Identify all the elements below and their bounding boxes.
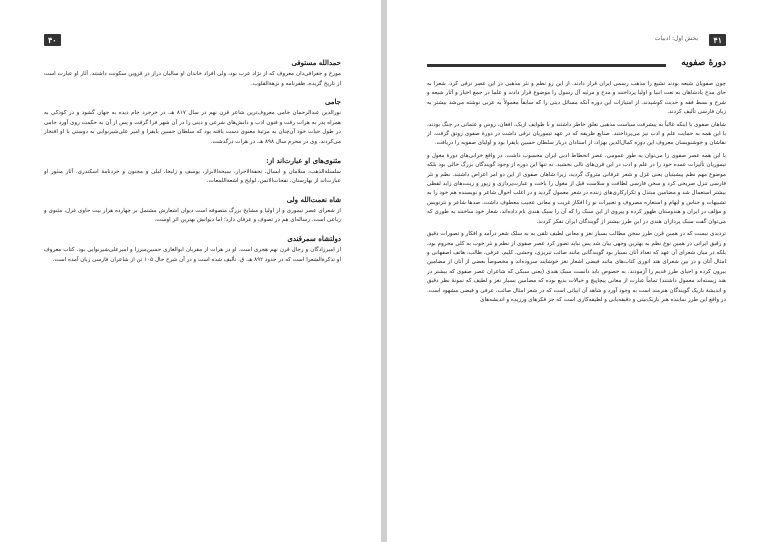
chapter-title-row	[427, 58, 726, 72]
right-page	[387, 0, 768, 542]
body-paragraph: چون صفویان شیعه بودند تشیع را مذهب رسمی ایران قرار دادند. از این رو نظم و نثر مذهبی در این عصر ترقی کرد. شعرا به جای مدح پادشاهان به نعت انبیا و اولیا پرداختند و مدح و مرثیه آل رسول را موضوع قرار دادند و علما در جمع اخبار و آثار شیعه و شرح و بسط فقه و حدیث کوشیدند. از امتیازات این دوره آنکه مسائل دینی را که سابقاً معمولاً به عربی نوشته می‌شد بیشتر به زبان فارسی تألیف کردند.	[427, 81, 726, 116]
section-heading: حمدالله مستوفی	[291, 58, 341, 67]
section-paragraph: نورالدین عبدالرحمان جامی معروف‌ترین شاعر قرن نهم در سال ۸۱۷ هـ. در خرجرد جام دیده به جهان گشود و در کودکی به همراه پدر به هرات رفت و فنون ادب و دانش‌های شرعی و دینی را در آن شهر فرا گرفت و پس از آن به حکمت روی آورد جامی در طول حیات خود آن‌چنان به مرتبهٔ معنوی دست یافته بود که سلطان حسین بایقرا و امیر علی‌شیرنوایی به دوستی با او افتخار می‌کردند. وی در محرم سال ۸۹۸ هـ. در هرات درگذشت.	[44, 110, 341, 145]
section-paragraph: مورخ و جغرافی‌دان معروف که از نژاد عرب بود، ولی افراد خاندان او سالیان دراز در قزوین سکونت داشتند. آثار او عبارت است از تاریخ گزیده، ظفرنامه و نزهةالقلوب.	[44, 71, 341, 87]
right-page-body	[427, 80, 726, 305]
left-page-header	[44, 34, 341, 50]
body-paragraph: با این همه عصر صفوی را می‌توان به طور عمومی، عصر انحطاط ادبی ایران محسوب داشت. در واقع خرابی‌های دورهٔ مغول و تیموریان تأثیرات عمده خود را در علم و ادب در این قرن‌های تالی بخشید. نه تنها این دوره از وجود گویندگان بزرگ خالی بود بلکه موضوع مهم نظم پیشینیان یعنی غزل و شعر عرفانی متروک گردید، زیرا شاهان صفوی از این دو امر اعراض داشتند. نظم و نثر فارسی تنزل صریحی کرد و سخن فارسی لطافت و سلاست قبل از مغول را باخت و عبارت‌پردازی و زیور و زینت‌های زاید لفظی بیشتر استعمال شد و مضامین مبتذل و تکرارکاری‌های زننده در شعر معمول گردید و در اغلب احوال شاعر و نویسنده هم خود را به تشبیهات و جناس و ایهام و استعاره مصروف و تعبیرات نو را افکار غریب و معانی عجیب معطوف داشت. صدها شاعر و نثرنویس و مؤلف در ایران و هندوستان ظهور کرده و پیروی از این سبک را که آن را سبک هندی نام داده‌اند، شعار خود ساختند به طوری که می‌توان گفت سبک پردازان هندی در این طرز بیشتر از گویندگان ایران تفکر کردند.	[427, 152, 726, 225]
chapter-rule	[427, 64, 666, 67]
section-paragraph: از امیرزادگان و رجال قرن نهم هجری است. او در هرات از مقربان ابوالغازی حسین‌میرزا و امیرعلی‌شیرنوایی بود. کتاب معروف او تذکرةالشعرا است که در حدود ۸۹۲ هـ. ق. تألیف شده است و در آن شرح حال ۱۰۵ تن از شاعران فارسی زبان آمده است.	[44, 246, 341, 263]
left-page	[0, 0, 381, 542]
left-page-body	[44, 58, 341, 265]
body-paragraph: تردیدی نیست که در همین قرن طرز سخن مطالب بسیار نغز و معانی لطیف تلقی به به سلک شعر درآمد و افکار و تصورات دقیق و رقیق ایرانی در همین نوع نظم به بهترین وجهی بیان شد پس نباید تصور کرد عصر صفوی از نظم و نثر خوب به کلی محروم بود، بلکه در میان شعرای آن عهد که تعداد آنان بسیار بود گویندگانی مانند صائب تبریزی، وحشی، کلیم، عرفی، طالب، هاتف اصفهانی و امثال آنان و در بین شعرای هند انوری کتاب‌های مانند فیضی اشعار نغز خوشایند سروده‌اند و مخصوصاً بعضی از آنان از مضامین بیرون کرده و احیای طرز قدیم را آزمودند. به خصوص باید دانست سبک هندی (یعنی سبکی که شاعران عصر صفوی که بیشتر در هند زیسته‌اند معمول داشتند) تماماً عبارت از معانی پیچاپیچ و خیالات بدیع بوده که مضامین بسیار نغز و لطیف که نمونهٔ نظر دقیق و اندیشهٔ باریک گویندگان هنرمند است به وجود آورد و شاهد آن ابیاتی است که در شعر امثال صائب، عرفی و فیضی مشهود است. در واقع این طرز نماینده هنر باریک‌بینی و دقیقه‌یابی و لطیفه‌کاری است که جز فکرهای ورزیده و اندیشه‌های	[427, 231, 726, 303]
section-heading: جامی	[324, 97, 341, 107]
right-page-header	[427, 34, 726, 50]
section-paragraph: سلسلةالذهب، سلامان و ابسال، تحفةالاحرار، سبحةالابرار، یوسف و زلیخا، لیلی و مجنون و خردنامهٔ اسکندری. آثار منثور او عبارت‌اند از بهارستان، نفحات‌الانس، لوایح و اشعةاللمعات.	[44, 168, 341, 185]
chapter-title: دورهٔ صفویه	[677, 58, 726, 68]
section-paragraph: از شعرای عصر تیموری و از اولیا و مشایخ بزرگ متصوفه است دیوان اشعارش مشتمل بر چهارده هزار بیت حاوی غزل، مثنوی و رباعی است. رساله‌ای هم در تصوف و عرفان دارد؛ اما دیوانش بهترین اثر اوست.	[44, 207, 341, 224]
left-page-number: ۴۰	[44, 34, 61, 46]
right-page-number: ۴۱	[709, 34, 726, 46]
section-heading: شاه نعمت‌الله ولی	[286, 194, 341, 204]
body-paragraph: شاهان صفوی با اینکه غالباً به پیشرفت سیاست مذهبی تعلق خاطر داشتند و با طوایف ازبک، افغان، روس و عثمانی در جنگ بودند، با این همه به حمایت علم و ادب نیز می‌پرداختند. صنایع ظریفه که در عهد تیموریان ترقی داشت در دورهٔ صفوی رونق گرفت. از نقاشان و خوشنویسان معروف این دوره کمال‌الدین بهزاد، از استادان دربار سلطان حسین بایقرا بود و اولیای صفویه را دریافت.	[427, 121, 726, 147]
running-head: بخش اول: ادبیات	[654, 35, 698, 42]
section-heading: مثنوی‌های او عبارت‌اند از:	[266, 155, 341, 165]
section-heading: دولتشاه سمرقندی	[287, 233, 341, 243]
